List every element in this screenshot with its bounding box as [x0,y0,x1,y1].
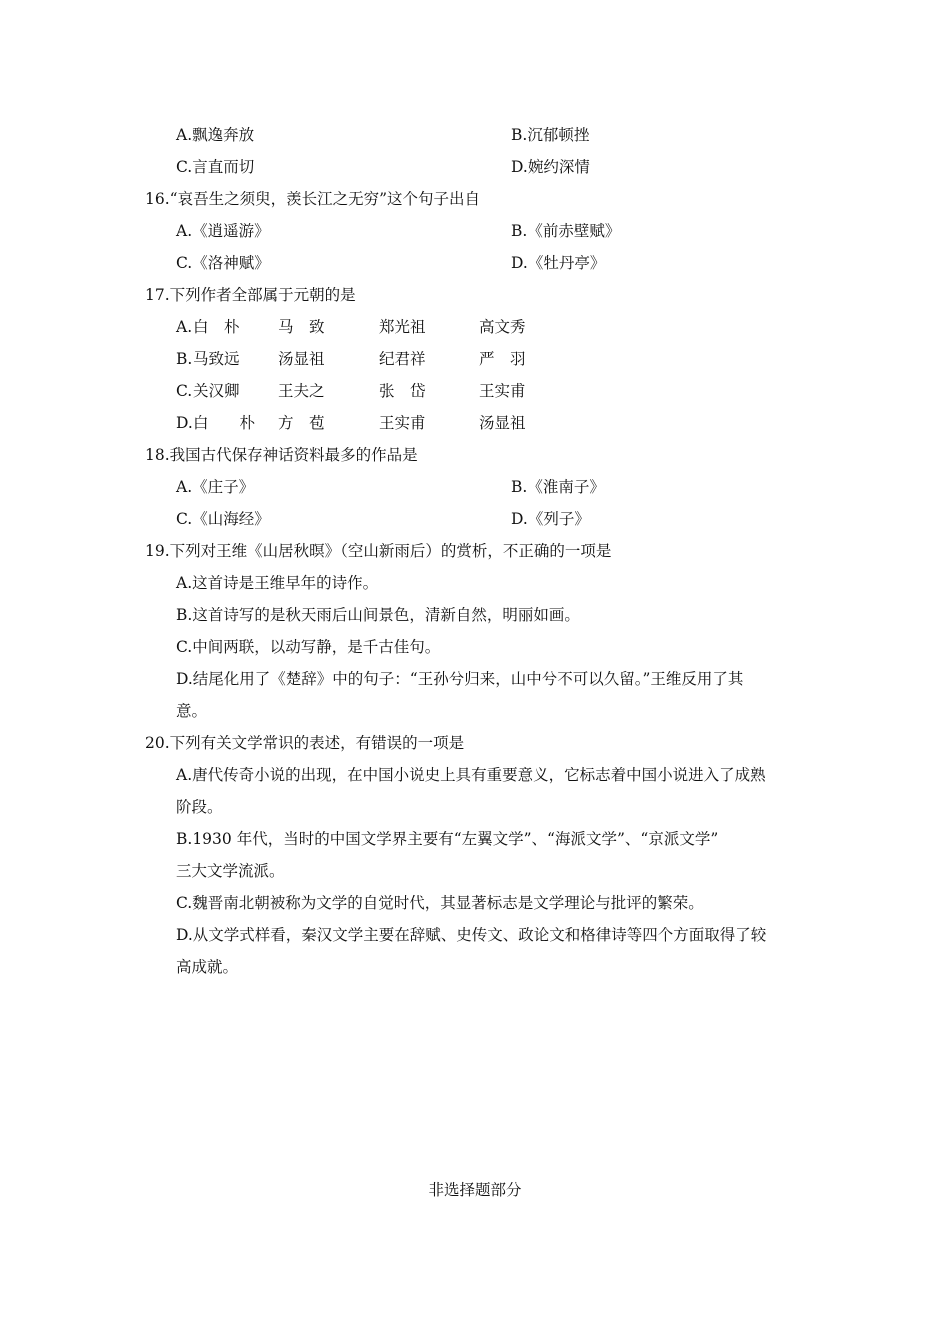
author-name: 王实甫 [379,414,426,432]
q16-option-d: D.《牡丹亭》 [511,254,606,272]
q17-option-d [176,413,776,433]
author-name: 纪君祥 [379,350,426,368]
q16-option-a: A.《逍遥游》 [176,222,270,240]
q18-option-a: A.《庄子》 [176,478,255,496]
q19-option-d: D.结尾化用了《楚辞》中的句子：“王孙兮归来，山中兮不可以久留。”王维反用了其 [176,670,744,688]
q19-option-c: C.中间两联，以动写静，是千古佳句。 [176,638,441,656]
option-letter: D. [176,414,193,432]
q16-option-b: B.《前赤壁赋》 [511,222,621,240]
author-name: 马致远 [193,350,240,368]
q15-option-c: C.言直而切 [176,158,255,176]
author-name: 严 羽 [479,350,526,368]
q19-option-a: A.这首诗是王维早年的诗作。 [176,574,379,592]
q18-stem: 18.我国古代保存神话资料最多的作品是 [145,446,418,464]
q19-option-d-continued: 意。 [176,702,208,720]
q15-option-d: D.婉约深情 [511,158,590,176]
q20-option-d: D.从文学式样看，秦汉文学主要在辞赋、史传文、政论文和格律诗等四个方面取得了较 [176,926,767,944]
q16-option-c: C.《洛神赋》 [176,254,270,272]
author-name: 郑光祖 [379,318,426,336]
q17-option-b [176,349,776,369]
q17-stem: 17.下列作者全部属于元朝的是 [145,286,356,304]
q16-stem: 16.“哀吾生之须臾，羡长江之无穷”这个句子出自 [145,190,480,208]
author-name: 王夫之 [278,382,325,400]
q20-option-a-continued: 阶段。 [176,798,223,816]
option-letter: B. [176,350,193,368]
q18-option-d: D.《列子》 [511,510,590,528]
q19-option-b: B.这首诗写的是秋天雨后山间景色，清新自然，明丽如画。 [176,606,580,624]
author-name: 白 朴 [193,318,240,336]
author-name: 马 致 [278,318,325,336]
q20-option-a: A.唐代传奇小说的出现，在中国小说史上具有重要意义，它标志着中国小说进入了成熟 [176,766,766,784]
q17-option-a [176,317,776,337]
q20-option-b: B.1930 年代，当时的中国文学界主要有“左翼文学”、“海派文学”、“京派文学” [176,830,719,848]
author-name: 王实甫 [479,382,526,400]
author-name: 汤显祖 [479,414,526,432]
q20-option-b-continued: 三大文学流派。 [176,862,285,880]
author-name: 张 岱 [379,382,426,400]
author-name: 高文秀 [479,318,526,336]
q15-option-a: A.飘逸奔放 [176,126,255,144]
author-name: 白 朴 [193,414,256,432]
q18-option-c: C.《山海经》 [176,510,270,528]
option-letter: C. [176,382,193,400]
q18-option-b: B.《淮南子》 [511,478,605,496]
q20-stem: 20.下列有关文学常识的表述，有错误的一项是 [145,734,465,752]
author-name: 汤显祖 [278,350,325,368]
author-name: 方 苞 [278,414,325,432]
q20-option-d-continued: 高成就。 [176,958,239,976]
q17-option-c [176,381,776,401]
q15-option-b: B.沉郁顿挫 [511,126,590,144]
q20-option-c: C.魏晋南北朝被称为文学的自觉时代，其显著标志是文学理论与批评的繁荣。 [176,894,704,912]
section-title: 非选择题部分 [428,1181,522,1199]
q19-stem: 19.下列对王维《山居秋暝》（空山新雨后）的赏析，不正确的一项是 [145,542,612,560]
author-name: 关汉卿 [193,382,240,400]
option-letter: A. [176,318,193,336]
